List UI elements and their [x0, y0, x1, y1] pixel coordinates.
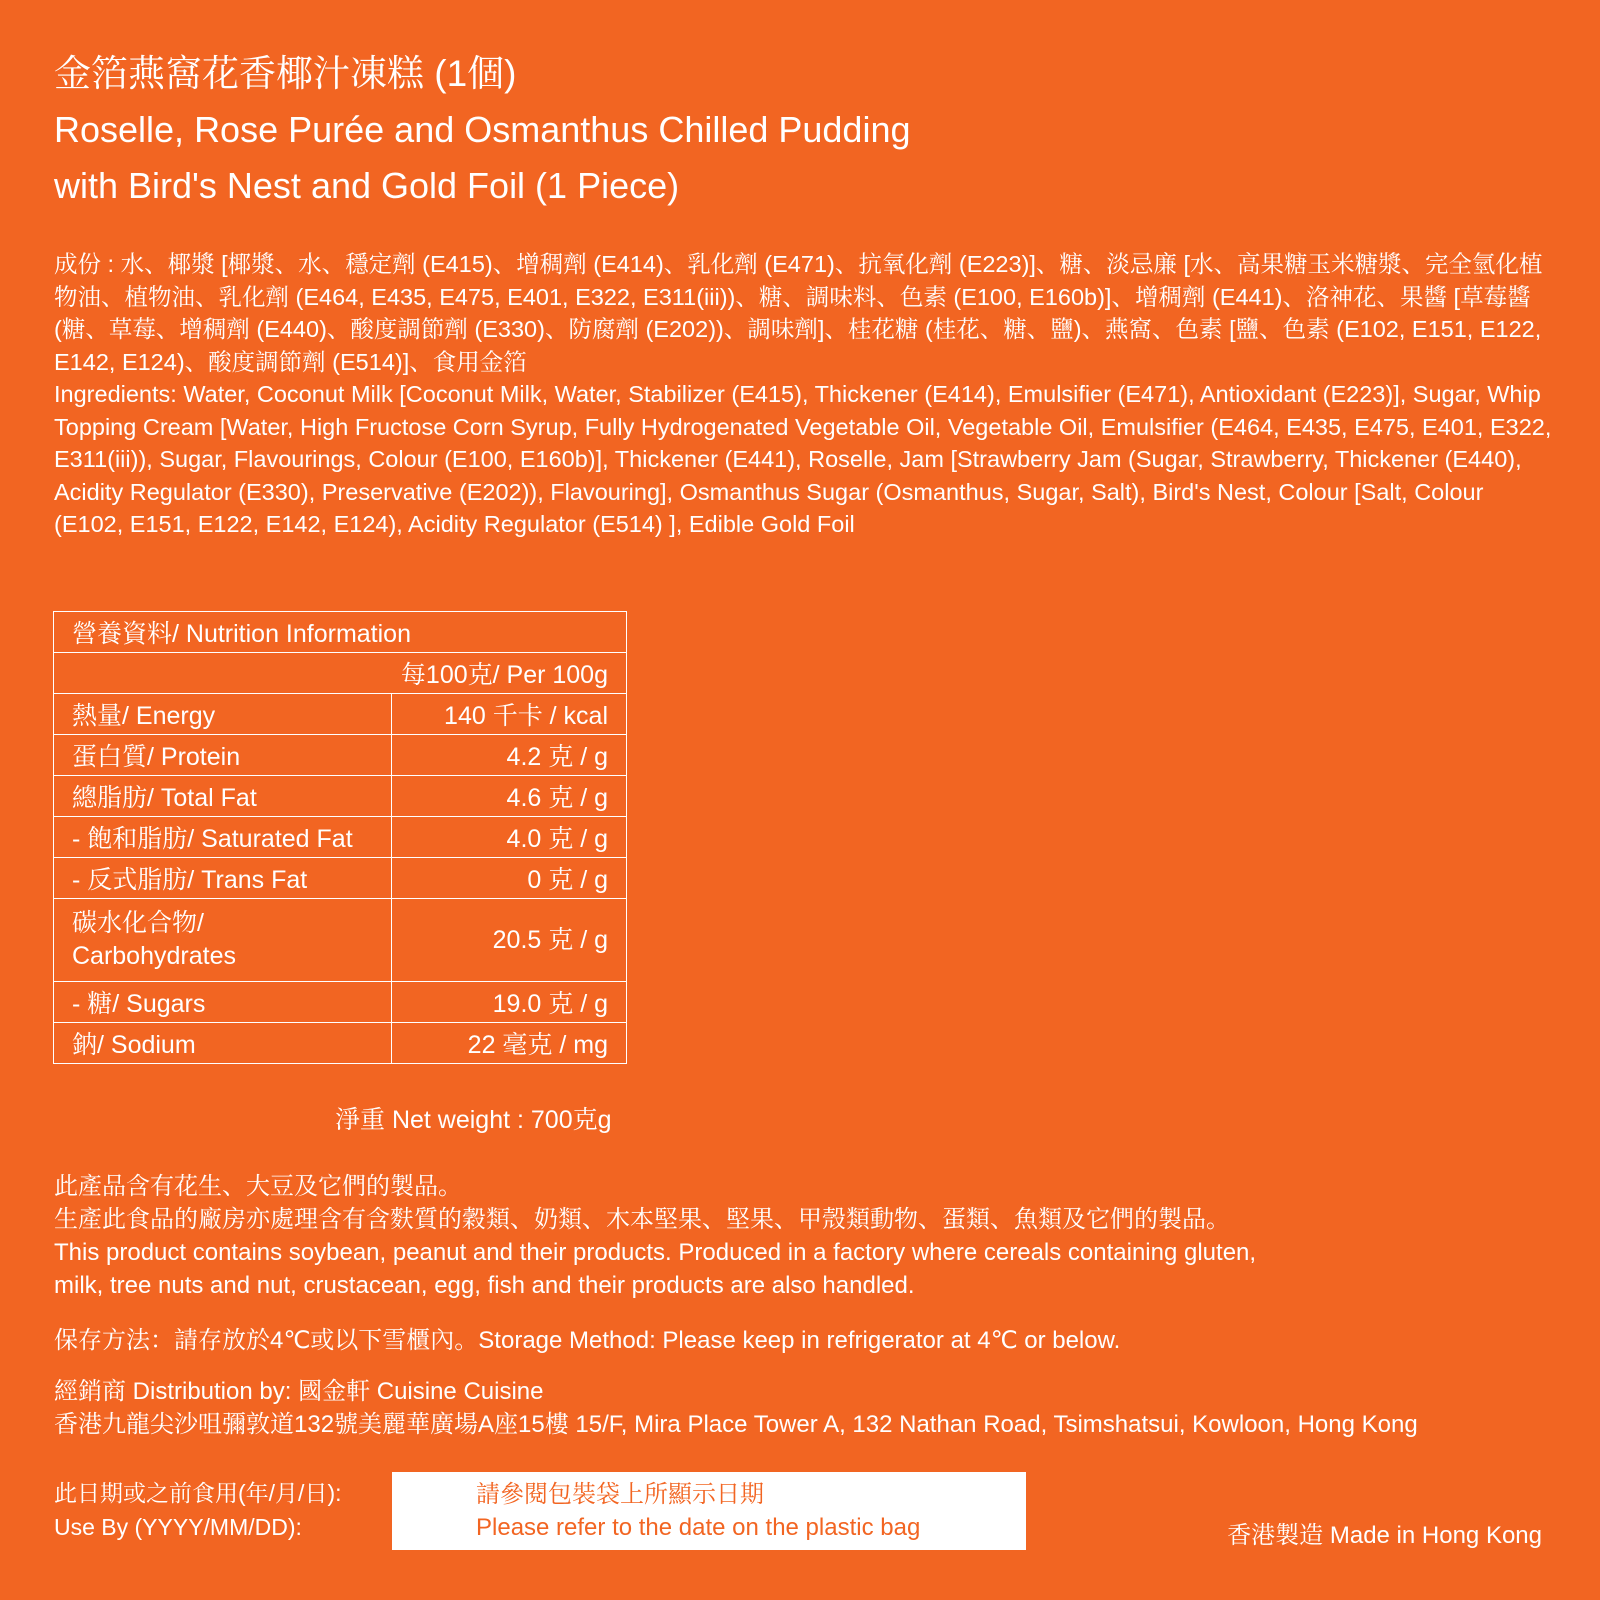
distributor: 經銷商 Distribution by: 國金軒 Cuisine Cuisine — [54, 1378, 544, 1405]
nutrition-table — [53, 611, 627, 1064]
nutrient-label: 熱量/ Energy — [54, 694, 392, 735]
table-row — [54, 817, 627, 858]
nutrient-label: - 飽和脂肪/ Saturated Fat — [54, 817, 392, 858]
allergen-en-2: milk, tree nuts and nut, crustacean, egg, fish and their products are also handled. — [54, 1272, 915, 1299]
nutrient-label: - 糖/ Sugars — [54, 982, 392, 1023]
nutrient-label — [54, 899, 392, 982]
use-by-en: Use By (YYYY/MM/DD): — [54, 1514, 302, 1540]
nutrient-value: 19.0 克 / g — [392, 982, 627, 1023]
ingredients-en: Ingredients: Water, Coconut Milk [Coconut Milk, Water, Stabilizer (E415), Thickener (E414), Emulsifier (E471), Antioxidant (E223)], Sugar, Whip Topping Cream [Water, High Fructose Corn Syrup, Fully Hydrogenated Vegetable Oil, Vegetable Oil, Emulsifier (E464, E435, E475, E401, E322, E311(iii)), Sugar, Flavourings, Colour (E100, E160b)], Thickener (E441), Roselle, Jam [Strawberry Jam (Sugar, Strawberry, Thickener (E440), Acidity Regulator (E330), Preservative (E202)), Flavouring], Osmanthus Sugar (Osmanthus, Sugar, Salt), Bird's Nest, Colour [Salt, Colour (E102, E151, E122, E142, E124), Acidity Regulator (E514) ], Edible Gold Foil — [54, 381, 1552, 537]
table-row — [54, 982, 627, 1023]
table-row — [54, 1023, 627, 1064]
table-row — [54, 694, 627, 735]
allergen-statement — [54, 1170, 1554, 1302]
nutrient-label: 鈉/ Sodium — [54, 1023, 392, 1064]
distributor-address: 香港九龍尖沙咀彌敦道132號美麗華廣場A座15樓 15/F, Mira Place Tower A, 132 Nathan Road, Tsimshatsui, Kowloon, Hong Kong — [54, 1411, 1418, 1438]
ingredients-block — [54, 248, 1554, 541]
nutrient-value: 22 毫克 / mg — [392, 1023, 627, 1064]
allergen-zh-1: 此產品含有花生、大豆及它們的製品。 — [54, 1173, 462, 1200]
nutrient-value: 20.5 克 / g — [392, 899, 627, 982]
product-title-zh: 金箔燕窩花香椰汁凍糕 (1個) — [54, 53, 517, 94]
allergen-en-1: This product contains soybean, peanut and their products. Produced in a factory where cereals containing gluten, — [54, 1239, 1257, 1266]
product-title-en-line2: with Bird's Nest and Gold Foil (1 Piece) — [54, 165, 680, 206]
nutrient-value: 4.2 克 / g — [392, 735, 627, 776]
table-row — [54, 858, 627, 899]
date-box-zh: 請參閱包裝袋上所顯示日期 — [476, 1481, 764, 1508]
date-box-en: Please refer to the date on the plastic bag — [476, 1514, 921, 1541]
nutrient-label: - 反式脂肪/ Trans Fat — [54, 858, 392, 899]
date-box — [392, 1472, 1026, 1550]
distribution-block — [54, 1375, 1418, 1441]
storage-method: 保存方法：請存放於4℃或以下雪櫃內。Storage Method: Please keep in refrigerator at 4℃ or below. — [54, 1327, 1121, 1354]
table-row — [54, 735, 627, 776]
nutrition-per: 每100克/ Per 100g — [54, 653, 627, 694]
nutrient-label-en: Carbohydrates — [72, 942, 236, 970]
nutrient-value: 4.6 克 / g — [392, 776, 627, 817]
nutrient-value: 140 千卡 / kcal — [392, 694, 627, 735]
table-row — [54, 776, 627, 817]
ingredients-zh: 成份 : 水、椰漿 [椰漿、水、穩定劑 (E415)、增稠劑 (E414)、乳化劑 (E471)、抗氧化劑 (E223)]、糖、淡忌廉 [水、高果糖玉米糖漿、完全氫化植物油、植物油、乳化劑 (E464, E435, E475, E401, E322, E311(iii))、糖、調味料、色素 (E100, E160b)]、增稠劑 (E441)、洛神花、果醬 [草莓醬 (糖、草莓、增稠劑 (E440)、酸度調節劑 (E330)、防腐劑 (E202))、調味劑]、桂花糖 (桂花、糖、鹽)、燕窩、色素 [鹽、色素 (E102, E151, E122, E142, E124)、酸度調節劑 (E514)]、食用金箔 — [54, 251, 1543, 375]
allergen-zh-2: 生產此食品的廠房亦處理含有含麩質的穀類、奶類、木本堅果、堅果、甲殼類動物、蛋類、魚類及它們的製品。 — [54, 1206, 1230, 1233]
nutrition-header: 營養資料/ Nutrition Information — [54, 612, 627, 653]
nutrient-label-zh: 碳水化合物/ — [72, 909, 204, 937]
nutrient-value: 4.0 克 / g — [392, 817, 627, 858]
nutrient-label: 蛋白質/ Protein — [54, 735, 392, 776]
use-by-zh: 此日期或之前食用(年/月/日): — [54, 1480, 342, 1506]
use-by-label — [54, 1476, 342, 1544]
table-row — [54, 899, 627, 982]
nutrient-value: 0 克 / g — [392, 858, 627, 899]
label-header — [54, 46, 1554, 541]
nutrient-label: 總脂肪/ Total Fat — [54, 776, 392, 817]
product-title-en-line1: Roselle, Rose Purée and Osmanthus Chilled Pudding — [54, 109, 911, 150]
made-in: 香港製造 Made in Hong Kong — [1227, 1522, 1542, 1549]
net-weight: 淨重 Net weight : 700克g — [335, 1106, 612, 1134]
